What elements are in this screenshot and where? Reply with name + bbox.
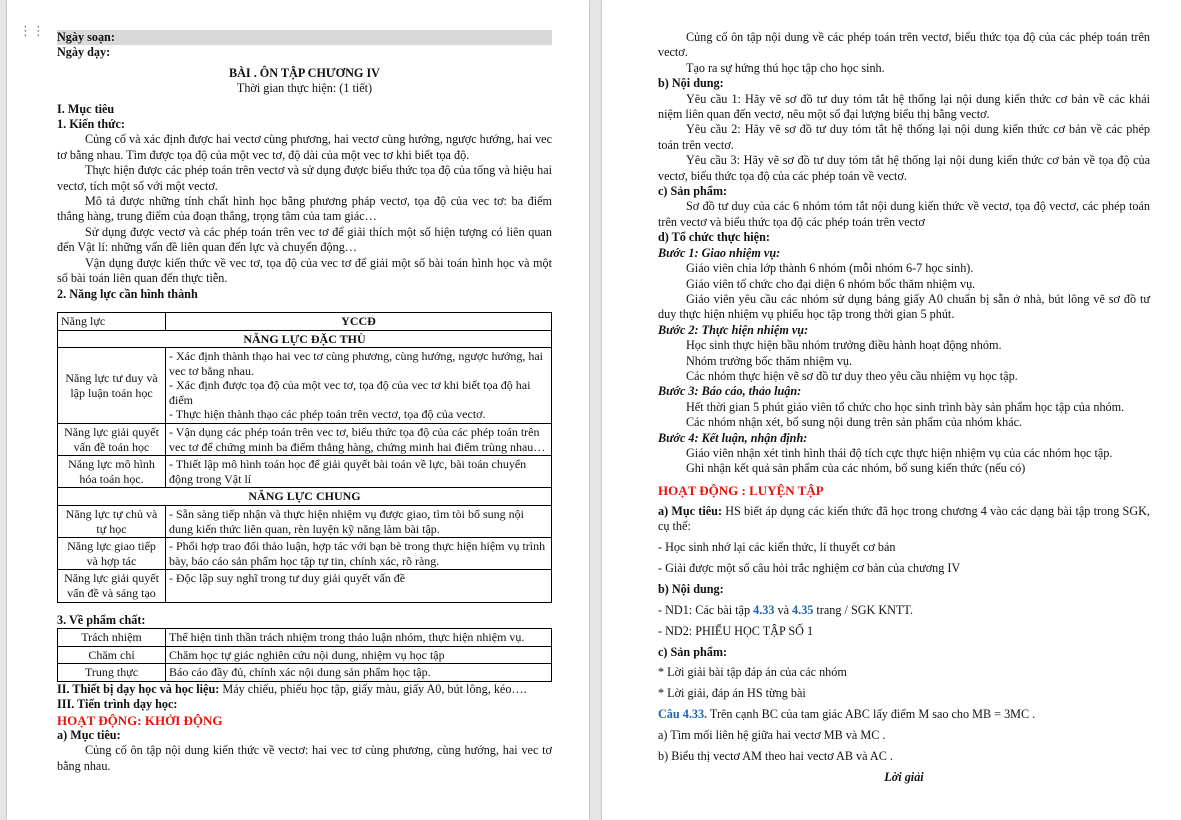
practice-nd1 (658, 603, 1150, 618)
nd1-text: và (774, 602, 793, 617)
exercise-link[interactable]: 4.33 (753, 602, 775, 617)
step-1-item: Giáo viên yêu cầu các nhóm sử dụng bảng giấy A0 chuẩn bị sẵn ở nhà, bút lông vẽ sơ đồ tư duy thực hiện nhiệm vụ phiếu học tập trong thời gian 5 phút. (658, 291, 1150, 322)
quality-desc: Thể hiện tinh thần trách nhiệm trong thảo luận nhóm, thực hiện nhiệm vụ. (166, 629, 552, 647)
question-text: Trên cạnh BC của tam giác ABC lấy điểm M sao cho MB = 3MC . (707, 707, 1036, 722)
question-4-33 (658, 707, 1150, 722)
quality-desc: Chăm học tự giác nghiên cứu nội dung, nhiệm vụ học tập (166, 646, 552, 664)
table-section-general: NĂNG LỰC CHUNG (58, 488, 552, 506)
requirement-line: - Xác định thành thạo hai vec tơ cùng phương, cùng hướng, ngược hướng, hai vec tơ bằng nhau. (169, 349, 543, 378)
quality-name: Trung thực (58, 664, 166, 682)
drag-handle-icon[interactable]: ⋮⋮ (19, 24, 45, 39)
section-competencies: 2. Năng lực cần hình thành (57, 286, 198, 301)
warmup-goal-label: a) Mục tiêu: (57, 728, 121, 742)
quality-desc: Báo cáo đầy đủ, chính xác nội dung sản phẩm học tập. (166, 664, 552, 682)
qualities-table (57, 628, 552, 682)
practice-content-label: b) Nội dung: (658, 581, 724, 596)
table-row (58, 664, 552, 682)
section-knowledge: 1. Kiến thức: (57, 117, 125, 132)
step-1-heading: Bước 1: Giao nhiệm vụ: (658, 245, 781, 260)
knowledge-1: Củng cố và xác định được hai vectơ cùng phương, hai vectơ cùng hướng, ngược hướng, hai vec tơ bằng nhau. Tìm được tọa độ của một vec tơ, độ dài của một vec tơ khi biết tọa độ. (57, 132, 552, 162)
warmup-goal-2: Củng cố ôn tập nội dung về các phép toán trên vectơ, biểu thức tọa độ của các phép toán trên vectơ. (658, 30, 1150, 60)
table-header-cell: YCCĐ (166, 312, 552, 330)
warmup-goal-text: Củng cố ôn tập nội dung kiến thức về vectơ: hai vec tơ cùng phương, cùng hướng, hai vec tơ bằng nhau. (57, 743, 552, 773)
practice-goal-text: HS biết áp dụng các kiến thức đã học trong chương 4 vào các dạng bài tập trong SGK, cụ thể: (658, 503, 1150, 534)
prep-date: Ngày soạn: (57, 30, 552, 45)
requirement-line: - Xác định được tọa độ của một vec tơ, tọa độ của vec tơ khi biết tọa độ hai điểm (169, 378, 531, 407)
knowledge-5: Vận dụng được kiến thức về vec tơ, tọa độ của vec tơ để giải một số bài toán hình học và một số bài toán liên quan đến thực tiễn. (57, 255, 552, 286)
question-label: Câu 4.33. (658, 707, 708, 722)
practice-goal-item: - Học sinh nhớ lại các kiến thức, lí thuyết cơ bản (658, 540, 896, 554)
step-3-heading: Bước 3: Báo cáo, thảo luận: (658, 384, 802, 399)
step-4-heading: Bước 4: Kết luận, nhận định: (658, 430, 808, 445)
competency-name: Năng lực giải quyết vấn đề toán học (58, 424, 166, 456)
document-page-right (602, 0, 1181, 820)
step-2-heading: Bước 2: Thực hiện nhiệm vụ: (658, 322, 809, 337)
section-qualities: 3. Về phẩm chất: (57, 612, 146, 627)
warmup-goal-3: Tạo ra sự hứng thú học tập cho học sinh. (686, 60, 885, 75)
requirement-2: Yêu cầu 2: Hãy vẽ sơ đồ tư duy tóm tắt hệ thống lại nội dung kiến thức cơ bản về các phép toán trên vectơ. (658, 122, 1150, 152)
nd1-text: trang / SGK KNTT. (813, 602, 914, 617)
table-row (58, 456, 552, 488)
table-header-cell: Năng lực (58, 312, 166, 330)
competency-table (57, 312, 552, 603)
section-equipment (57, 682, 552, 697)
document-page-left (7, 0, 589, 820)
page-right-content (658, 30, 1150, 785)
requirement-line: - Độc lập suy nghĩ trong tư duy giải quyết vấn đề (169, 571, 406, 586)
quality-name: Trách nhiệm (58, 629, 166, 647)
table-section-specific: NĂNG LỰC ĐẶC THÙ (58, 330, 552, 348)
step-1-item: Giáo viên chia lớp thành 6 nhóm (mỗi nhóm 6-7 học sinh). (686, 261, 974, 276)
step-4-item: Ghi nhận kết quả sản phẩm của các nhóm, bổ sung kiến thức (nếu có) (686, 461, 1026, 476)
table-row (58, 348, 552, 424)
practice-product-item: * Lời giải bài tập đáp án của các nhóm (658, 665, 847, 680)
step-2-item: Nhóm trưởng bốc thăm nhiệm vụ. (686, 353, 853, 368)
solution-heading: Lời giải (884, 769, 924, 784)
practice-product-item: * Lời giải, đáp án HS từng bài (658, 686, 806, 701)
step-2-item: Học sinh thực hiện bầu nhóm trưởng điều hành hoạt động nhóm. (686, 338, 1002, 353)
warmup-product-text: Sơ đồ tư duy của các 6 nhóm tóm tắt nội dung kiến thức về vectơ, tọa độ vectơ, các phép toán trên vectơ và biểu thức tọa độ các phép toán trên vectơ (658, 199, 1150, 229)
requirement-line: - Sẵn sàng tiếp nhận và thực hiện nhiệm vụ được giao, tìm tòi bổ sung nội dung kiến thức liên quan, rèn luyện kỹ năng làm bài tập. (169, 507, 524, 536)
step-1-item: Giáo viên tổ chức cho đại diện 6 nhóm bốc thăm nhiệm vụ. (686, 276, 976, 291)
quality-name: Chăm chỉ (58, 646, 166, 664)
page-left-content (57, 30, 552, 774)
question-part-a: a) Tìm mối liên hệ giữa hai vectơ MB và MC . (658, 728, 886, 743)
table-row (58, 646, 552, 664)
step-4-item: Giáo viên nhận xét tinh hình thái độ tích cực thực hiện nhiệm vụ của các nhóm học tập. (686, 445, 1113, 460)
nd1-text: - ND1: Các bài tập (658, 602, 754, 617)
step-2-item: Các nhóm thực hiện vẽ sơ đồ tư duy theo yêu cầu nhiệm vụ học tập. (686, 368, 1018, 383)
activity-practice-heading: HOẠT ĐỘNG : LUYỆN TẬP (658, 482, 824, 498)
requirement-3: Yêu cầu 3: Hãy vẽ sơ đồ tư duy tóm tắt hệ thống lại nội dung kiến thức cơ bản về tọa độ của vectơ, biểu thức tọa độ của các phép toán về vectơ. (658, 153, 1150, 183)
warmup-content-label: b) Nội dung: (658, 76, 724, 91)
competency-name: Năng lực tự chủ và tự học (58, 506, 166, 538)
requirement-line: - Phối hợp trao đổi thảo luận, hợp tác với bạn bè trong thực hiện hiệm vụ trình bày, báo cáo sản phẩm học tập tự tin, chính xác, rõ ràng. (169, 539, 546, 568)
requirement-1: Yêu cầu 1: Hãy vẽ sơ đồ tư duy tóm tắt hệ thống lại nội dung kiến thức cơ bản về các khái niệm liên quan đến vectơ, nêu một số đại lượng biểu thị bằng vectơ. (658, 91, 1150, 122)
exercise-link[interactable]: 4.35 (792, 602, 814, 617)
requirement-line: - Thiết lập mô hình toán học để giải quyết bài toán về lực, bài toán chuyển động trong Vật lí (169, 457, 527, 486)
warmup-product-label: c) Sản phẩm: (658, 184, 728, 199)
lesson-title: BÀI . ÔN TẬP CHƯƠNG IV (228, 65, 380, 80)
practice-goal-label: a) Mục tiêu: (658, 503, 722, 518)
knowledge-3: Mô tả được những tính chất hình học bằng phương pháp vectơ, tọa độ của vec tơ: ba điểm thẳng hàng, trung điểm của đoạn thẳng, trọng tâm của tam giác… (57, 194, 552, 224)
table-header-row (58, 312, 552, 330)
competency-name: Năng lực tư duy và lập luận toán học (58, 348, 166, 424)
question-part-b: b) Biểu thị vectơ AM theo hai vectơ AB và AC . (658, 749, 893, 764)
knowledge-2: Thực hiện được các phép toán trên vectơ và sử dụng được biểu thức tọa độ của tổng và hiệu hai vectơ, tích một số với một vectơ. (57, 163, 552, 193)
knowledge-4: Sử dụng được vectơ và các phép toán trên vec tơ để giải thích một số hiện tượng có liên quan đến Vật lí: những vấn đề liên quan đến lực và chuyển động… (57, 224, 552, 255)
table-row (58, 570, 552, 602)
table-row (58, 538, 552, 570)
section-objectives: I. Mục tiêu (57, 101, 115, 116)
practice-nd2: - ND2: PHIẾU HỌC TẬP SỐ 1 (658, 623, 814, 638)
competency-name: Năng lực giải quyết vấn đề và sáng tạo (58, 570, 166, 602)
table-row (58, 424, 552, 456)
practice-goal-item: - Giải được một số câu hỏi trắc nghiệm cơ bản của chương IV (658, 560, 961, 575)
section-process: III. Tiến trình dạy học: (57, 697, 178, 712)
step-3-item: Các nhóm nhận xét, bổ sung nội dung trên sản phẩm của nhóm khác. (686, 415, 1023, 430)
teach-date: Ngày dạy: (57, 45, 111, 60)
requirement-line: - Vận dụng các phép toán trên vec tơ, biểu thức tọa độ của các phép toán trên vec tơ để chứng minh ba điểm thẳng hàng, chứng minh hai điểm trùng nhau… (169, 425, 546, 454)
competency-name: Năng lực mô hình hóa toán học. (58, 456, 166, 488)
requirement-line: - Thực hiện thành thạo các phép toán trên vectơ, tọa độ của vectơ. (169, 407, 486, 422)
equipment-label: II. Thiết bị dạy học và học liệu: (57, 681, 220, 696)
equipment-text: Máy chiếu, phiếu học tập, giấy màu, giấy A0, bút lông, kéo…. (219, 681, 527, 696)
activity-warmup-heading: HOẠT ĐỘNG: KHỞI ĐỘNG (57, 712, 223, 728)
practice-product-label: c) Sản phẩm: (658, 644, 728, 659)
lesson-duration: Thời gian thực hiện: (1 tiết) (236, 81, 373, 96)
table-row (58, 629, 552, 647)
warmup-organization-label: d) Tổ chức thực hiện: (658, 230, 770, 245)
practice-goal (658, 504, 1150, 535)
step-3-item: Hết thời gian 5 phút giáo viên tổ chức cho học sinh trình bày sản phẩm học tập của nhóm. (686, 399, 1125, 414)
competency-name: Năng lực giao tiếp và hợp tác (58, 538, 166, 570)
table-row (58, 506, 552, 538)
